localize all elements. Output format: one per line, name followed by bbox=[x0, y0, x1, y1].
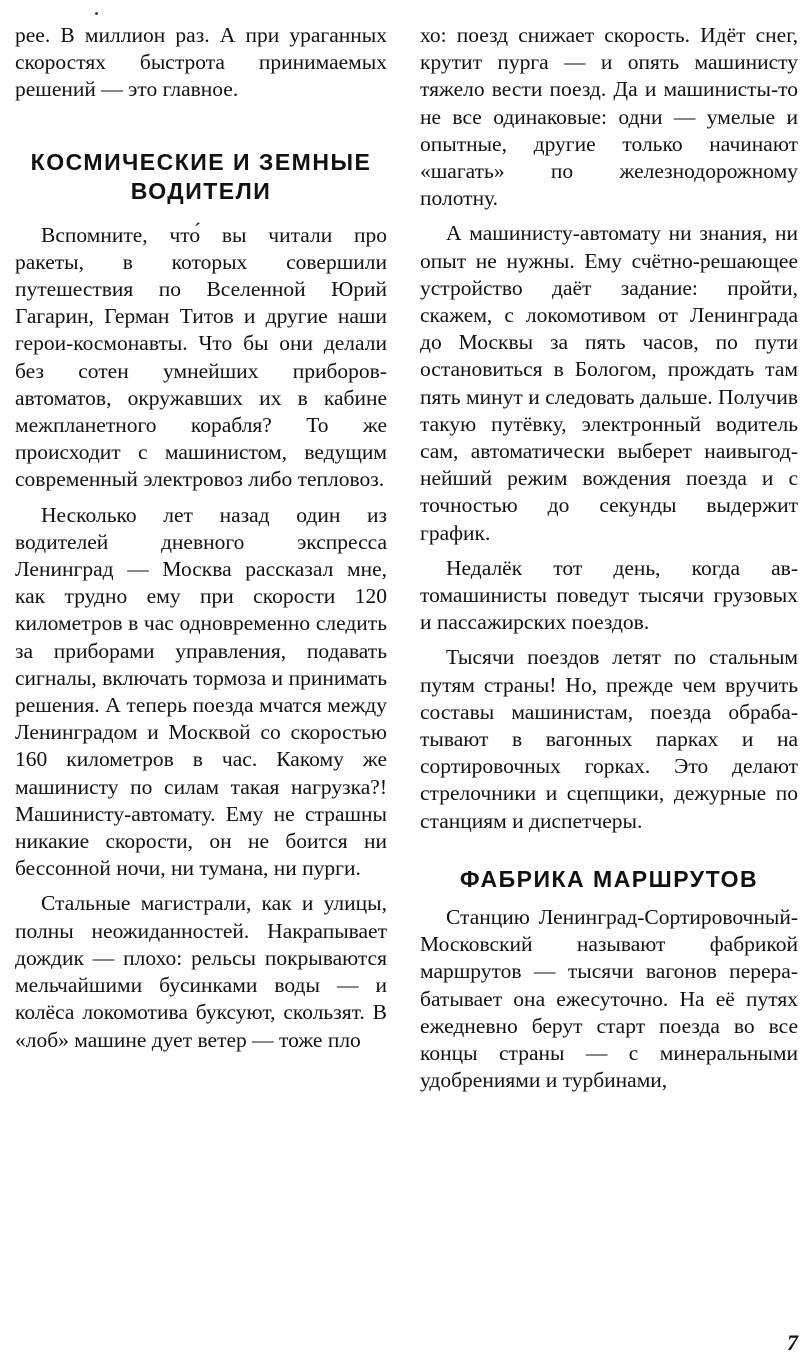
paragraph: Недалёк тот день, когда автомашинисты поведут тысячи грузовых и пассажирских поездов. bbox=[420, 555, 798, 635]
page-number: 7 bbox=[787, 1330, 798, 1355]
paragraph: Станцию Ленинград-Сортировочный-Московский называют фабрикой маршрутов — тысячи вагонов перерабатывает она ежесуточно. На её путях ежедневно берут старт поезда во все концы страны — с минеральными удобрениями и турбинами, bbox=[420, 904, 798, 1093]
paragraph: Вспомните, что́ вы читали про ракеты, в которых совершили путешествия по Вселенной Юрий Гагарин, Герман Титов и другие наши герои-космонавты. Что бы они делали без сотен умнейших приборов-автоматов, окружавших их в кабине межпланетного корабля? То же происходит с машинистом, ведущим современный электровоз либо тепловоз. bbox=[15, 222, 387, 492]
left-column bbox=[15, 22, 387, 1062]
section-heading-route-factory: ФАБРИКА МАРШРУТОВ bbox=[459, 865, 759, 892]
print-speck bbox=[95, 12, 98, 15]
paragraph: Несколько лет назад один из водителей дневного экспресса Ленинград — Москва рассказал мне, как трудно ему при скорости 120 километров в час одновременно следить за приборами управления, подавать сигналы, включать тормоза и принимать решения. А теперь поезда мчатся между Ленинградом и Москвой со скоростью 160 километров в час. Какому же машинисту по силам такая нагрузка?! Машинисту-автомату. Ему не страшны никакие скорости, он не боится ни бессонной ночи, ни тумана, ни пурги. bbox=[15, 502, 387, 881]
paragraph: А машинисту-автомату ни знания, ни опыт не нужны. Ему счётно-решающее устройство даёт задание: пройти, скажем, с локомотивом от Ленинграда до Москвы за пять часов, по пути остановиться в Бологом, прождать там пять минут и следовать дальше. Получив такую путёвку, электронный водитель сам, автоматически выберет наивыгоднейший режим вождения поезда и с точностью до секунды выдержит график. bbox=[420, 221, 798, 545]
paragraph: Стальные магистрали, как и улицы, полны неожиданностей. Накрапывает дождик — плохо: рельсы покрываются мельчайшими бусинками воды — и колёса локомотива буксуют, скользят. В «лоб» машине дует ветер — тоже пло bbox=[15, 891, 387, 1052]
paragraph-continuation: хо: поезд снижает скорость. Идёт снег, крутит пурга — и опять машинисту тяжело вести поезд. Да и машинисты-то не все одинаковые: одни — умелые и опытные, другие только начинают «шагать» по железнодорожному полотну. bbox=[420, 23, 798, 211]
section-heading-cosmic-drivers: КОСМИЧЕСКИЕ И ЗЕМНЫЕ ВОДИТЕЛИ bbox=[30, 148, 372, 204]
paragraph-continuation: рее. В миллион раз. А при ураганных скоростях быстрота принимаемых решений — это главное. bbox=[15, 23, 387, 102]
right-column bbox=[420, 22, 798, 1102]
paragraph: Тысячи поездов летят по стальным путям страны! Но, прежде чем вручить составы машинистам, поезда обрабатывают в вагонных парках и на сортировочных горках. Это делают стрелочники и сцепщики, дежурные по станциям и диспетчеры. bbox=[420, 645, 798, 833]
